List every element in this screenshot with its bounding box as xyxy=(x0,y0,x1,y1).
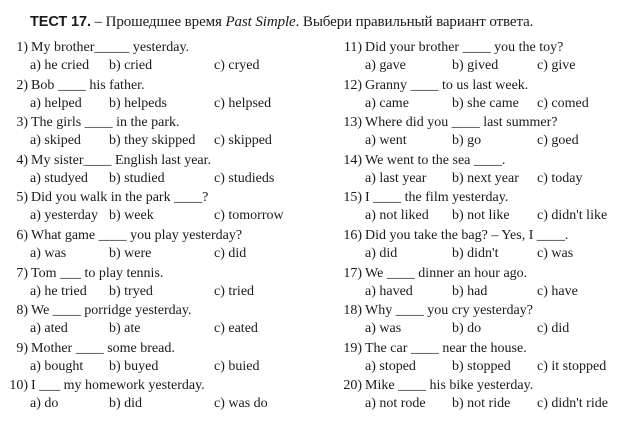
answer-option-c[interactable]: c) buied xyxy=(214,358,260,374)
question-item xyxy=(337,76,633,114)
question-text: Did your brother ____ you the toy? xyxy=(365,40,564,55)
question-item xyxy=(8,76,308,114)
answer-option-b[interactable]: b) next year xyxy=(452,170,519,186)
answer-option-a[interactable]: a) do xyxy=(30,396,59,412)
question-line xyxy=(8,188,308,207)
test-label: ТЕСТ 17. xyxy=(30,14,91,30)
question-line xyxy=(337,301,633,320)
question-text: I ___ my homework yesterday. xyxy=(31,378,205,394)
question-text: Did you take the bag? – Yes, I ____. xyxy=(365,227,569,243)
question-text: Bob ____ his father. xyxy=(31,77,145,93)
answer-options xyxy=(8,132,308,150)
answer-option-c[interactable]: c) was xyxy=(537,245,574,261)
answer-option-b[interactable]: b) buyed xyxy=(109,358,159,374)
answer-options xyxy=(8,358,308,376)
question-text: Did you walk in the park ____? xyxy=(31,190,209,206)
question-text: The girls ____ in the park. xyxy=(31,115,180,131)
question-line xyxy=(8,376,308,395)
question-item xyxy=(337,339,633,377)
question-text: I ____ the film yesterday. xyxy=(365,190,509,206)
answer-option-a[interactable]: a) haved xyxy=(365,283,413,299)
page-title xyxy=(30,14,533,31)
question-number: 19) xyxy=(343,340,362,356)
answer-option-b[interactable]: b) they skipped xyxy=(109,133,196,149)
question-item xyxy=(337,226,633,264)
left-question-column xyxy=(8,38,308,414)
answer-option-c[interactable]: c) did xyxy=(537,321,570,337)
question-number: 10) xyxy=(9,378,28,394)
answer-option-c[interactable]: c) tomorrow xyxy=(214,208,284,224)
question-number: 15) xyxy=(343,190,362,206)
answer-options xyxy=(337,170,633,188)
question-line xyxy=(8,339,308,358)
answer-option-b[interactable]: b) not like xyxy=(452,208,510,224)
answer-option-b[interactable]: b) gived xyxy=(452,58,499,73)
answer-option-b[interactable]: b) do xyxy=(452,321,482,337)
answer-options xyxy=(337,245,633,263)
question-text: Tom ___ to play tennis. xyxy=(31,265,164,281)
answer-options xyxy=(8,57,308,75)
question-number: 11) xyxy=(343,40,362,55)
answer-option-c[interactable]: c) didn't like xyxy=(537,208,608,224)
answer-option-a[interactable]: a) studyed xyxy=(30,170,88,186)
answer-option-a[interactable]: a) yesterday xyxy=(30,208,99,224)
question-number: 4) xyxy=(16,152,28,168)
answer-options xyxy=(337,320,633,338)
answer-option-a[interactable]: a) gave xyxy=(365,58,406,73)
question-line xyxy=(8,301,308,320)
answer-options xyxy=(8,245,308,263)
answer-option-b[interactable]: b) had xyxy=(452,283,488,299)
answer-options xyxy=(8,170,308,188)
answer-option-b[interactable]: b) were xyxy=(109,245,152,261)
question-item xyxy=(8,188,308,226)
answer-options xyxy=(337,283,633,301)
question-line xyxy=(337,188,633,207)
question-line xyxy=(337,151,633,170)
question-line xyxy=(8,38,308,57)
answer-option-c[interactable]: c) was do xyxy=(214,396,268,412)
title-tense-prefix: – Прошедшее время xyxy=(90,14,226,30)
answer-option-a[interactable]: a) was xyxy=(30,245,67,261)
answer-option-c[interactable]: c) comed xyxy=(537,95,589,111)
question-number: 16) xyxy=(343,227,362,243)
answer-option-a[interactable]: a) stoped xyxy=(365,358,416,374)
answer-option-a[interactable]: a) skiped xyxy=(30,133,81,149)
answer-option-a[interactable]: a) helped xyxy=(30,95,82,111)
question-number: 3) xyxy=(16,115,28,131)
question-text: Mike ____ his bike yesterday. xyxy=(365,378,534,394)
question-text: Mother ____ some bread. xyxy=(31,340,175,356)
answer-option-a[interactable]: a) he tried xyxy=(30,283,87,299)
answer-option-b[interactable]: b) week xyxy=(109,208,154,224)
question-item xyxy=(8,339,308,377)
question-number: 14) xyxy=(343,152,362,168)
question-text: Granny ____ to us last week. xyxy=(365,77,529,93)
question-line xyxy=(8,76,308,95)
answer-options xyxy=(8,320,308,338)
question-item xyxy=(8,151,308,189)
question-item xyxy=(337,38,633,76)
answer-options xyxy=(337,395,633,413)
question-item xyxy=(8,264,308,302)
answer-option-b[interactable]: b) helpeds xyxy=(109,95,167,111)
answer-option-c[interactable]: c) have xyxy=(537,283,578,299)
answer-option-b[interactable]: b) tryed xyxy=(109,283,153,299)
question-line xyxy=(337,38,633,57)
answer-options xyxy=(8,283,308,301)
question-text: My brother_____ yesterday. xyxy=(31,40,190,55)
answer-option-c[interactable]: c) cryed xyxy=(214,58,260,73)
question-number: 6) xyxy=(16,227,28,243)
question-item xyxy=(8,301,308,339)
question-text: Why ____ you cry yesterday? xyxy=(365,303,533,319)
question-line xyxy=(337,339,633,358)
question-number: 5) xyxy=(16,190,28,206)
question-number: 13) xyxy=(343,115,362,131)
question-item xyxy=(8,38,308,76)
question-line xyxy=(337,226,633,245)
answer-option-a[interactable]: a) came xyxy=(365,95,409,111)
answer-option-c[interactable]: c) tried xyxy=(214,283,255,299)
answer-options xyxy=(337,207,633,225)
question-number: 9) xyxy=(16,340,28,356)
answer-option-b[interactable]: b) cried xyxy=(109,58,153,73)
question-number: 7) xyxy=(16,265,28,281)
question-number: 8) xyxy=(16,303,28,319)
question-number: 17) xyxy=(343,265,362,281)
answer-options xyxy=(337,358,633,376)
answer-option-c[interactable]: c) helpsed xyxy=(214,95,272,111)
question-text: We went to the sea ____. xyxy=(365,152,506,168)
question-line xyxy=(8,226,308,245)
question-item xyxy=(337,151,633,189)
question-line xyxy=(337,113,633,132)
answer-option-c[interactable]: c) skipped xyxy=(214,133,272,149)
answer-options xyxy=(8,207,308,225)
answer-option-c[interactable]: c) didn't ride xyxy=(537,396,608,412)
question-text: The car ____ near the house. xyxy=(365,340,527,356)
answer-option-b[interactable]: b) did xyxy=(109,396,143,412)
question-item xyxy=(8,113,308,151)
question-item xyxy=(337,113,633,151)
answer-option-a[interactable]: a) bought xyxy=(30,358,84,374)
answer-option-a[interactable]: a) ated xyxy=(30,321,68,337)
answer-option-b[interactable]: b) not ride xyxy=(452,396,511,412)
question-line xyxy=(337,76,633,95)
answer-option-c[interactable]: c) studieds xyxy=(214,170,275,186)
answer-option-c[interactable]: c) today xyxy=(537,170,583,186)
question-text: We ____ porridge yesterday. xyxy=(31,303,192,319)
question-number: 2) xyxy=(16,77,28,93)
question-line xyxy=(337,376,633,395)
question-number: 12) xyxy=(343,77,362,93)
answer-options xyxy=(337,132,633,150)
answer-option-b[interactable]: b) go xyxy=(452,133,482,149)
answer-options xyxy=(8,395,308,413)
answer-option-a[interactable]: a) he cried xyxy=(30,58,90,73)
question-line xyxy=(8,113,308,132)
answer-options xyxy=(337,95,633,113)
right-question-column xyxy=(337,38,633,414)
answer-option-b[interactable]: b) didn't xyxy=(452,245,499,261)
question-line xyxy=(8,151,308,170)
answer-options xyxy=(337,57,633,75)
answer-option-a[interactable]: a) went xyxy=(365,133,407,149)
question-line xyxy=(8,264,308,283)
answer-option-c[interactable]: c) eated xyxy=(214,321,258,337)
answer-option-c[interactable]: c) give xyxy=(537,58,576,73)
answer-option-a[interactable]: a) did xyxy=(365,245,398,261)
answer-option-a[interactable]: a) not rode xyxy=(365,396,426,412)
answer-option-a[interactable]: a) last year xyxy=(365,170,427,186)
question-item xyxy=(8,226,308,264)
question-text: We ____ dinner an hour ago. xyxy=(365,265,528,281)
answer-option-b[interactable]: b) ate xyxy=(109,321,141,337)
question-item xyxy=(337,301,633,339)
question-item xyxy=(337,376,633,414)
answer-option-c[interactable]: c) did xyxy=(214,245,247,261)
question-text: My sister____ English last year. xyxy=(31,152,212,168)
answer-option-b[interactable]: b) she came xyxy=(452,95,519,111)
question-item xyxy=(337,264,633,302)
answer-option-b[interactable]: b) stopped xyxy=(452,358,511,374)
question-text: What game ____ you play yesterday? xyxy=(31,227,243,243)
question-item xyxy=(337,188,633,226)
question-item xyxy=(8,376,308,414)
title-instruction: . Выбери правильный вариант ответа. xyxy=(295,14,534,30)
question-number: 1) xyxy=(16,40,28,55)
question-number: 18) xyxy=(343,303,362,319)
question-text: Where did you ____ last summer? xyxy=(365,115,558,131)
question-line xyxy=(337,264,633,283)
answer-option-c[interactable]: c) it stopped xyxy=(537,358,607,374)
answer-option-a[interactable]: a) not liked xyxy=(365,208,429,224)
answer-options xyxy=(8,95,308,113)
answer-option-a[interactable]: a) was xyxy=(365,321,402,337)
answer-option-c[interactable]: c) goed xyxy=(537,133,579,149)
title-topic: Past Simple xyxy=(225,14,296,30)
answer-option-b[interactable]: b) studied xyxy=(109,170,165,186)
question-number: 20) xyxy=(343,378,362,394)
